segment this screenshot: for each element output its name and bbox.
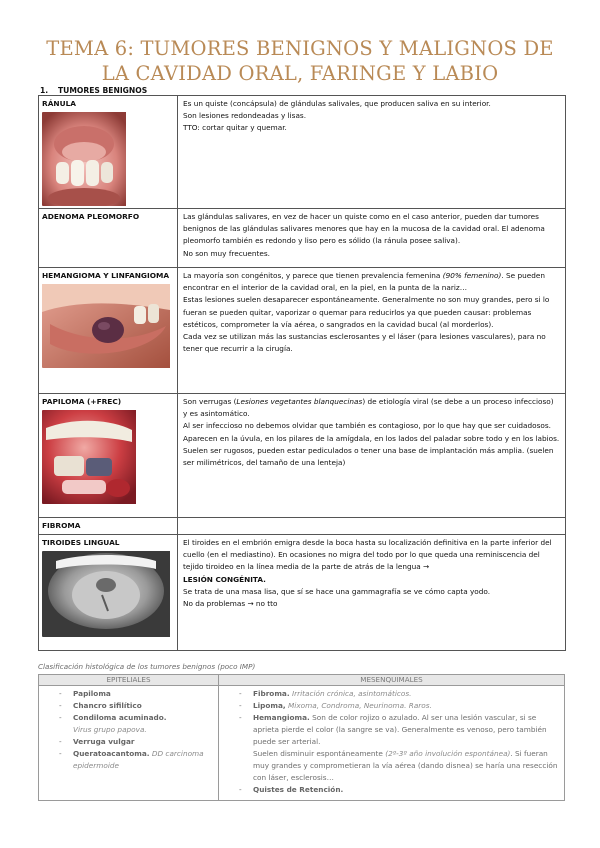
- section-label: TUMORES BENIGNOS: [58, 86, 148, 95]
- description-italic: Lesiones vegetantes blanquecinas: [236, 397, 363, 406]
- row-label-cell: [39, 268, 178, 394]
- classification-title: Clasificación histológica de los tumores benignos (poco IMP): [38, 662, 256, 671]
- row-description: [178, 209, 566, 268]
- item-note: DD carcinoma epidermoide: [73, 749, 204, 770]
- section-heading: [40, 86, 147, 95]
- item-body: Suelen disminuir espontáneamente: [253, 749, 383, 758]
- list-item: [223, 688, 560, 700]
- table-row: [39, 535, 566, 651]
- item-note: Virus grupo papova.: [73, 725, 147, 734]
- item-name: Queratoacantoma.: [73, 749, 150, 758]
- epiteliales-cell: [39, 686, 219, 801]
- column-header: EPITELIALES: [39, 675, 219, 686]
- description-line: Se trata de una masa lisa, que sí se hace una gammagrafía se ve cómo capta yodo.: [183, 586, 491, 596]
- item-name: Hemangioma.: [253, 713, 310, 722]
- row-description: [178, 268, 566, 394]
- classification-header-row: [39, 675, 565, 686]
- column-header: MESENQUIMALES: [219, 675, 565, 686]
- item-name: Chancro sifilítico: [73, 701, 142, 710]
- description-line: No son muy frecuentes.: [183, 248, 270, 258]
- description-line: Estas lesiones suelen desaparecer espontáneamente. Generalmente no son muy grandes, pero si lo fueran se pueden quitar, vaporizar o quemar para reducirlos ya que pueden causar: problemas estéticos, comprometer la vía aérea, o sangrados en la cavidad bucal (al morderlos).: [183, 295, 550, 329]
- table-row: [39, 518, 566, 535]
- mesenquimales-cell: [219, 686, 565, 801]
- papilloma-photo: [42, 410, 174, 504]
- item-name: Verruga vulgar: [73, 737, 135, 746]
- page-title: TEMA 6: TUMORES BENIGNOS Y MALIGNOS DE LA CAVIDAD ORAL, FARINGE Y LABIO: [46, 37, 554, 85]
- description-emphasis: LESIÓN CONGÉNITA.: [183, 574, 266, 584]
- list-item-continued: [223, 748, 560, 784]
- description-line: Aparecen en la úvula, en los pilares de la amígdala, en los lados del paladar sobre todo y en los labios.: [183, 433, 560, 443]
- description-text: La mayoría son congénitos, y parece que tienen prevalencia femenina: [183, 271, 443, 280]
- lingual-thyroid-photo: [42, 551, 174, 637]
- row-label: PAPILOMA (+FREC): [42, 397, 122, 406]
- ranula-photo: [42, 112, 174, 206]
- description-line: Suelen ser rugosos, pueden estar pediculados o tener una base de implantación más amplia. (suelen ser milimétricos, del tamaño de una lenteja): [183, 445, 554, 468]
- row-label: TIROIDES LINGUAL: [42, 538, 120, 547]
- item-name: Condiloma acuminado.: [73, 713, 167, 722]
- item-note: (2º-3º año involución espontánea): [385, 749, 511, 758]
- row-label: FIBROMA: [42, 521, 81, 530]
- row-label-cell: [39, 209, 178, 268]
- list-item: [43, 700, 214, 712]
- row-label-cell: [39, 535, 178, 651]
- item-name: Quistes de Retención.: [253, 785, 344, 794]
- hemangioma-photo: [42, 284, 174, 368]
- list-item: [43, 736, 214, 748]
- table-row: [39, 96, 566, 209]
- description-line: TTO: cortar quitar y quemar.: [183, 123, 287, 133]
- row-description: [178, 518, 566, 535]
- item-name: Lipoma,: [253, 701, 286, 710]
- list-item: [43, 748, 214, 772]
- mesenquimales-list: [223, 688, 560, 796]
- description-line: Las glándulas salivares, en vez de hacer un quiste como en el caso anterior, pueden dar tumores benignos de las glándulas salivares menores que hay en la mucosa de la cavidad oral. El adenoma pleomorfo también es redondo y liso pero es sólido (la ránula posee saliva).: [183, 212, 545, 246]
- description-line: [183, 396, 560, 420]
- classification-table: [38, 674, 565, 801]
- description-line: No da problemas → no tto: [183, 599, 278, 609]
- description-text: ) de etiología viral (se debe a un proceso infeccioso) y es asintomático.: [183, 397, 554, 419]
- benign-tumors-table: [38, 95, 566, 651]
- description-text: Son verrugas (: [183, 397, 237, 406]
- row-label-cell: [39, 96, 178, 209]
- description-text: . Se pueden encontrar en el interior de la cavidad oral, en la piel, en la punta de la nariz…: [183, 271, 545, 293]
- epiteliales-list: [43, 688, 214, 772]
- table-row: [39, 268, 566, 394]
- row-label: ADENOMA PLEOMORFO: [42, 212, 140, 221]
- list-item: [223, 784, 560, 796]
- description-line: Cada vez se utilizan más las sustancias esclerosantes y el láser (para lesiones vasculares), para no tener que recurrir a la cirugía.: [183, 332, 546, 354]
- table-row: [39, 394, 566, 518]
- item-note: Mixoma, Condroma, Neurinoma. Raros.: [288, 701, 432, 710]
- description-line: [183, 574, 560, 586]
- item-note: Irritación crónica, asintomáticos.: [291, 689, 412, 698]
- row-label: RÁNULA: [42, 99, 77, 108]
- item-name: Papiloma: [73, 689, 111, 698]
- description-line: Es un quiste (concápsula) de glándulas salivales, que producen saliva en su interior.: [183, 99, 491, 108]
- table-row: [39, 209, 566, 268]
- row-description: [178, 96, 566, 209]
- row-label-cell: [39, 518, 178, 535]
- item-body: Son de color rojizo o azulado. Al ser una lesión vascular, si se aprieta pierde el color (la sangre se va). Generalmente es venoso, pero también puede ser arterial.: [253, 713, 547, 746]
- item-name: Fibroma.: [253, 689, 290, 698]
- row-label-cell: [39, 394, 178, 518]
- item-body: . Si fueran muy grandes y comprometieran la vía aérea (dando disnea) se haría una resección con láser, esclerosis…: [253, 749, 558, 782]
- classification-body-row: [39, 686, 565, 801]
- section-number: 1.: [40, 86, 49, 95]
- list-item: [43, 712, 214, 736]
- description-italic: (90% femenino): [442, 271, 502, 280]
- list-item: [223, 700, 560, 712]
- list-item: [43, 688, 214, 700]
- description-line: Al ser infeccioso no debemos olvidar que también es contagioso, por lo que hay que ser cuidadosos.: [183, 421, 551, 431]
- list-item: [223, 712, 560, 748]
- row-description: [178, 394, 566, 518]
- description-line: El tiroides en el embrión emigra desde la boca hasta su localización definitiva en la parte inferior del cuello (en el mediastino). En ocasiones no migra del todo por lo que queda una reminiscencia del tejido tiroideo en la línea media de la parte de atrás de la lengua →: [183, 538, 552, 572]
- description-line: Son lesiones redondeadas y lisas.: [183, 111, 307, 121]
- row-description: [178, 535, 566, 651]
- description-line: [183, 270, 560, 294]
- row-label: HEMANGIOMA Y LINFANGIOMA: [42, 271, 170, 280]
